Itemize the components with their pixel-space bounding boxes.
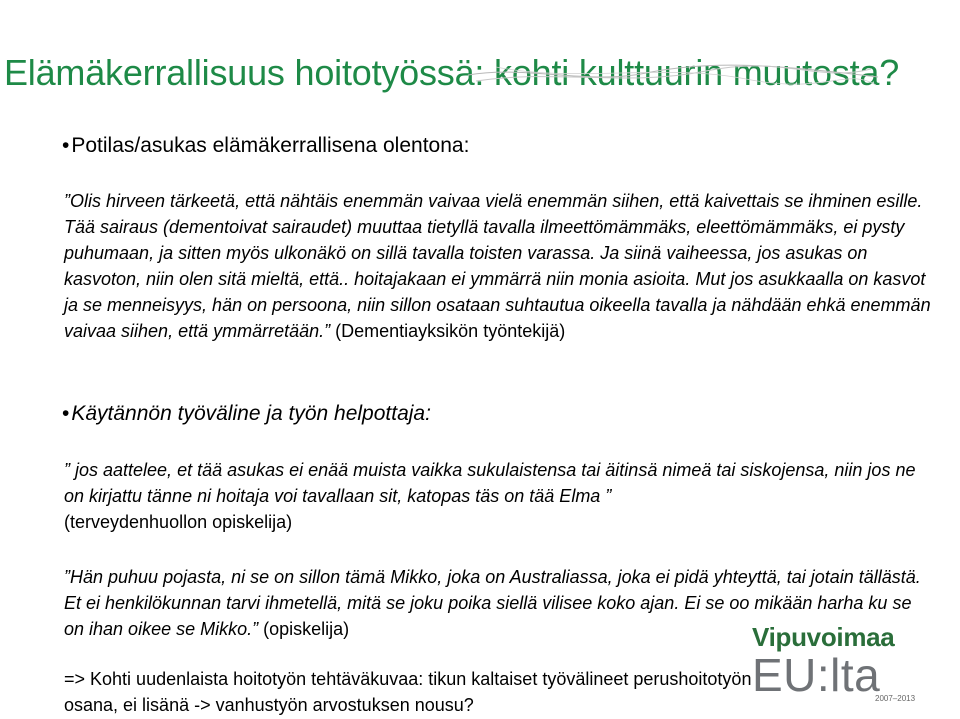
bullet-dot: • bbox=[62, 402, 70, 425]
bullet-practical-tool bbox=[62, 402, 431, 426]
bullet-text: Käytännön työväline ja työn helpottaja: bbox=[71, 402, 431, 425]
quote-healthcare-student bbox=[64, 457, 934, 535]
vipuvoimaa-eu-logo bbox=[752, 622, 952, 712]
logo-line2: EU:lta bbox=[752, 649, 881, 701]
quote-dementia-unit-worker bbox=[64, 188, 934, 344]
bullet-text: Potilas/asukas elämäkerrallisena olentona: bbox=[71, 134, 470, 157]
bullet-patient-biographical bbox=[62, 134, 469, 158]
quote-text: ”Olis hirveen tärkeetä, että nähtäis enemmän vaivaa vielä enemmän siihen, että kaivettais se ihminen esille. Tää sairaus (dementoivat sairaudet) muuttaa tietyllä tavalla ilmeettömämmäks, eleettömämmäks, ei pysty puhumaan, ja sitten myös ulkonäkö on sillä tavalla toisten varassa. Ja siinä vaiheessa, jos asukas on kasvoton, niin olen sitä mieltä, että.. hoitajakaan ei ymmärrä niin monia asioita. Mut jos asukkaalla on kasvot ja se menneisyys, hän on persoona, niin sillon osataan suhtautua oikeella tavalla ja nähdään ehkä enemmän vaivaa siihen, että ymmärretään.” bbox=[64, 191, 931, 341]
slide-title bbox=[4, 52, 899, 94]
slide-title-text: Elämäkerrallisuus hoitotyössä: kohti kulttuurin muutosta? bbox=[4, 52, 900, 93]
quote-text: ”Hän puhuu pojasta, ni se on sillon tämä Mikko, joka on Australiassa, joka ei pidä yhteyttä, tai jotain tällästä. Et ei henkilökunnan tarvi ihmetellä, mitä se joku poika siellä vilisee koko ajan. Ei se oo mikään harha ku se on ihan oikee se Mikko.” bbox=[64, 567, 921, 639]
logo-line1: Vipuvoimaa bbox=[752, 622, 895, 652]
quote-source: (Dementiayksikön työntekijä) bbox=[335, 321, 566, 341]
conclusion-text: => Kohti uudenlaista hoitotyön tehtäväkuvaa: tikun kaltaiset työvälineet perushoitotyön osana, ei lisänä -> vanhustyön arvostuksen nousu? bbox=[64, 669, 752, 715]
bullet-dot: • bbox=[62, 134, 70, 157]
quote-source: (terveydenhuollon opiskelija) bbox=[64, 512, 293, 532]
quote-text: ” jos aattelee, et tää asukas ei enää muista vaikka sukulaistensa tai äitinsä nimeä tai siskojensa, niin jos ne on kirjattu tänne ni hoitaja voi tavallaan sit, katopas täs on tää Elma ” bbox=[64, 460, 916, 506]
logo-years: 2007–2013 bbox=[875, 694, 916, 703]
quote-source: (opiskelija) bbox=[263, 619, 350, 639]
